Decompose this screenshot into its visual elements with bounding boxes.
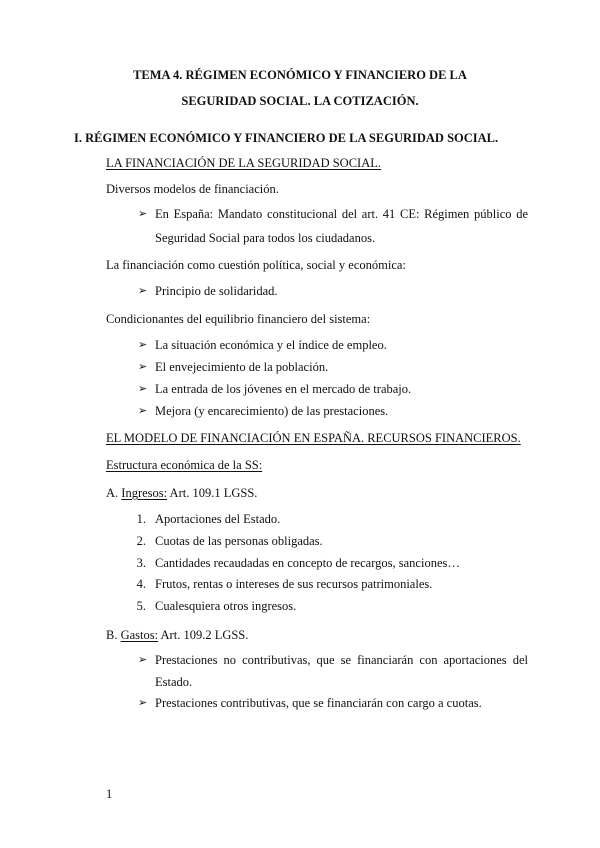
title-line-1: TEMA 4. RÉGIMEN ECONÓMICO Y FINANCIERO DE LA — [133, 68, 467, 82]
gastos-prefix: B. — [106, 628, 121, 642]
structure-heading: Estructura económica de la SS: — [106, 458, 263, 472]
ingresos-line — [106, 486, 257, 501]
gastos-label: Gastos: — [120, 628, 159, 642]
condition-item: El envejecimiento de la población. — [155, 360, 329, 374]
section-heading: I. RÉGIMEN ECONÓMICO Y FINANCIERO DE LA SEGURIDAD SOCIAL. — [74, 131, 499, 145]
paragraph-condicionantes: Condicionantes del equilibrio financiero del sistema: — [106, 312, 371, 326]
gasto-item-line2: Estado. — [155, 675, 193, 689]
condition-item: La entrada de los jóvenes en el mercado de trabajo. — [155, 382, 412, 396]
gasto-item: Prestaciones contributivas, que se financiarán con cargo a cuotas. — [155, 696, 482, 710]
title-line-2: SEGURIDAD SOCIAL. LA COTIZACIÓN. — [181, 94, 419, 108]
ingreso-item: Aportaciones del Estado. — [155, 512, 281, 526]
ingreso-item: Frutos, rentas o intereses de sus recursos patrimoniales. — [155, 577, 433, 591]
bullet-espana-line2: Seguridad Social para todos los ciudadanos. — [155, 231, 376, 245]
arrowhead-bullet-icon: ➢ — [138, 208, 148, 220]
ingreso-item: Cantidades recaudadas en concepto de recargos, sanciones… — [155, 556, 460, 570]
arrowhead-bullet-icon: ➢ — [138, 697, 148, 709]
bullet-espana-line1: En España: Mandato constitucional del art. 41 CE: Régimen público de — [155, 207, 528, 221]
ingresos-label: Ingresos: — [121, 486, 168, 500]
subheading-modelo: EL MODELO DE FINANCIACIÓN EN ESPAÑA. RECURSOS FINANCIEROS. — [106, 431, 521, 445]
ingreso-item: Cualesquiera otros ingresos. — [155, 599, 297, 613]
arrowhead-bullet-icon: ➢ — [138, 383, 148, 395]
gasto-item-line1: Prestaciones no contributivas, que se financiarán con aportaciones del — [155, 653, 528, 667]
gastos-line — [106, 628, 248, 643]
gastos-ref: Art. 109.2 LGSS. — [158, 628, 249, 642]
arrowhead-bullet-icon: ➢ — [138, 654, 148, 666]
paragraph-cuestion: La financiación como cuestión política, social y económica: — [106, 258, 406, 272]
list-number: 2. — [136, 534, 146, 548]
arrowhead-bullet-icon: ➢ — [138, 361, 148, 373]
list-number: 3. — [136, 556, 146, 570]
arrowhead-bullet-icon: ➢ — [138, 339, 148, 351]
condition-item: Mejora (y encarecimiento) de las prestaciones. — [155, 404, 389, 418]
arrowhead-bullet-icon: ➢ — [138, 405, 148, 417]
arrowhead-bullet-icon: ➢ — [138, 285, 148, 297]
paragraph-modelos: Diversos modelos de financiación. — [106, 182, 279, 196]
ingreso-item: Cuotas de las personas obligadas. — [155, 534, 323, 548]
list-number: 1. — [136, 512, 146, 526]
list-number: 4. — [136, 577, 146, 591]
ingresos-ref: Art. 109.1 LGSS. — [167, 486, 258, 500]
ingresos-prefix: A. — [106, 486, 122, 500]
list-number: 5. — [136, 599, 146, 613]
page-number: 1 — [106, 787, 113, 801]
condition-item: La situación económica y el índice de empleo. — [155, 338, 387, 352]
subheading-financiacion: LA FINANCIACIÓN DE LA SEGURIDAD SOCIAL. — [106, 156, 381, 170]
bullet-solidaridad: Principio de solidaridad. — [155, 284, 278, 298]
